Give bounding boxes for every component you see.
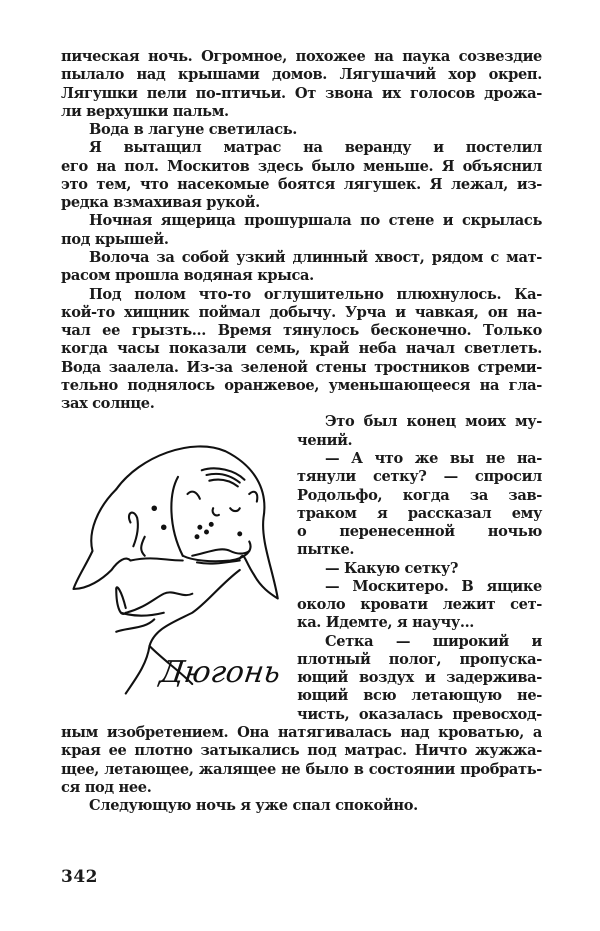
text-line: зах солнце. bbox=[61, 395, 155, 413]
text-line: тельно поднялось оранжевое, уменьшающееся на гла- bbox=[61, 376, 542, 394]
text-line: Вода в лагуне светилась. bbox=[89, 121, 298, 139]
text-line: Ночная ящерица прошуршала по стене и скрылась bbox=[89, 212, 542, 230]
text-line: чений. bbox=[297, 431, 353, 449]
text-line: ным изобретением. Она натягивалась над кроватью, а bbox=[61, 724, 542, 741]
text-line: его на пол. Москитов здесь было меньше. Я объяснил bbox=[61, 157, 542, 175]
text-line: Родольфо, когда за зав- bbox=[297, 486, 542, 504]
text-line: Вода заалела. Из-за зеленой стены тростников стреми- bbox=[61, 358, 542, 376]
text-line: Сетка — широкий и bbox=[325, 632, 542, 650]
text-line: расом прошла водяная крыса. bbox=[61, 267, 314, 285]
text-line: пытке. bbox=[297, 541, 355, 559]
text-line: когда часы показали семь, край неба начал светлеть. bbox=[61, 340, 542, 358]
text-line: чисть, оказалась превосход- bbox=[297, 705, 542, 723]
text-line: — Какую сетку? bbox=[325, 559, 459, 577]
text-line: ли верхушки пальм. bbox=[61, 102, 229, 120]
text-line: это тем, что насекомые боятся лягушек. Я лежал, из- bbox=[61, 175, 542, 193]
text-line: редка взмахивая рукой. bbox=[61, 194, 260, 212]
text-line: пылало над крышами домов. Лягушачий хор окреп. bbox=[61, 66, 542, 84]
text-line: Это был конец моих му- bbox=[325, 413, 542, 431]
text-line: Под полом что-то оглушительно плюхнулось. Ка- bbox=[89, 285, 542, 303]
text-line: ся под нее. bbox=[61, 778, 152, 796]
text-line: траком я рассказал ему bbox=[297, 504, 542, 522]
text-line: плотный полог, пропуска- bbox=[297, 650, 542, 668]
text-line: ка. Идемте, я научу... bbox=[297, 614, 475, 632]
text-line: ющий воздух и задержива- bbox=[297, 669, 542, 687]
text-line: края ее плотно затыкались под матрас. Ничто жужжа- bbox=[61, 742, 542, 760]
page-number: 342 bbox=[61, 867, 98, 887]
text-line: ющий всю летающую не- bbox=[297, 687, 542, 705]
text-line: — А что же вы не на- bbox=[325, 449, 542, 467]
text-line: Следующую ночь я уже спал спокойно. bbox=[89, 797, 418, 815]
text-line: около кровати лежит сет- bbox=[297, 596, 542, 614]
illustration-caption: Дюгонь bbox=[157, 655, 283, 690]
text-line: щее, летающее, жалящее не было в состоянии пробрать- bbox=[61, 760, 542, 778]
text-line: кой-то хищник поймал добычу. Урча и чавкая, он на- bbox=[61, 303, 542, 321]
text-line: — Москитеро. В ящике bbox=[325, 577, 542, 595]
text-line: чал ее грызть... Время тянулось бесконечно. Только bbox=[61, 322, 542, 340]
text-line: Волоча за собой узкий длинный хвост, рядом с мат- bbox=[89, 249, 542, 266]
text-line: под крышей. bbox=[61, 230, 169, 248]
text-line: Лягушки пели по-птичьи. От звона их голосов дрожа- bbox=[61, 84, 542, 102]
text-line: тянули сетку? — спросил bbox=[297, 468, 542, 486]
text-line: пическая ночь. Огромное, похожее на паука созвездие bbox=[61, 48, 542, 65]
text-line: о перенесенной ночью bbox=[297, 523, 542, 540]
text-line: Я вытащил матрас на веранду и постелил bbox=[89, 139, 542, 157]
